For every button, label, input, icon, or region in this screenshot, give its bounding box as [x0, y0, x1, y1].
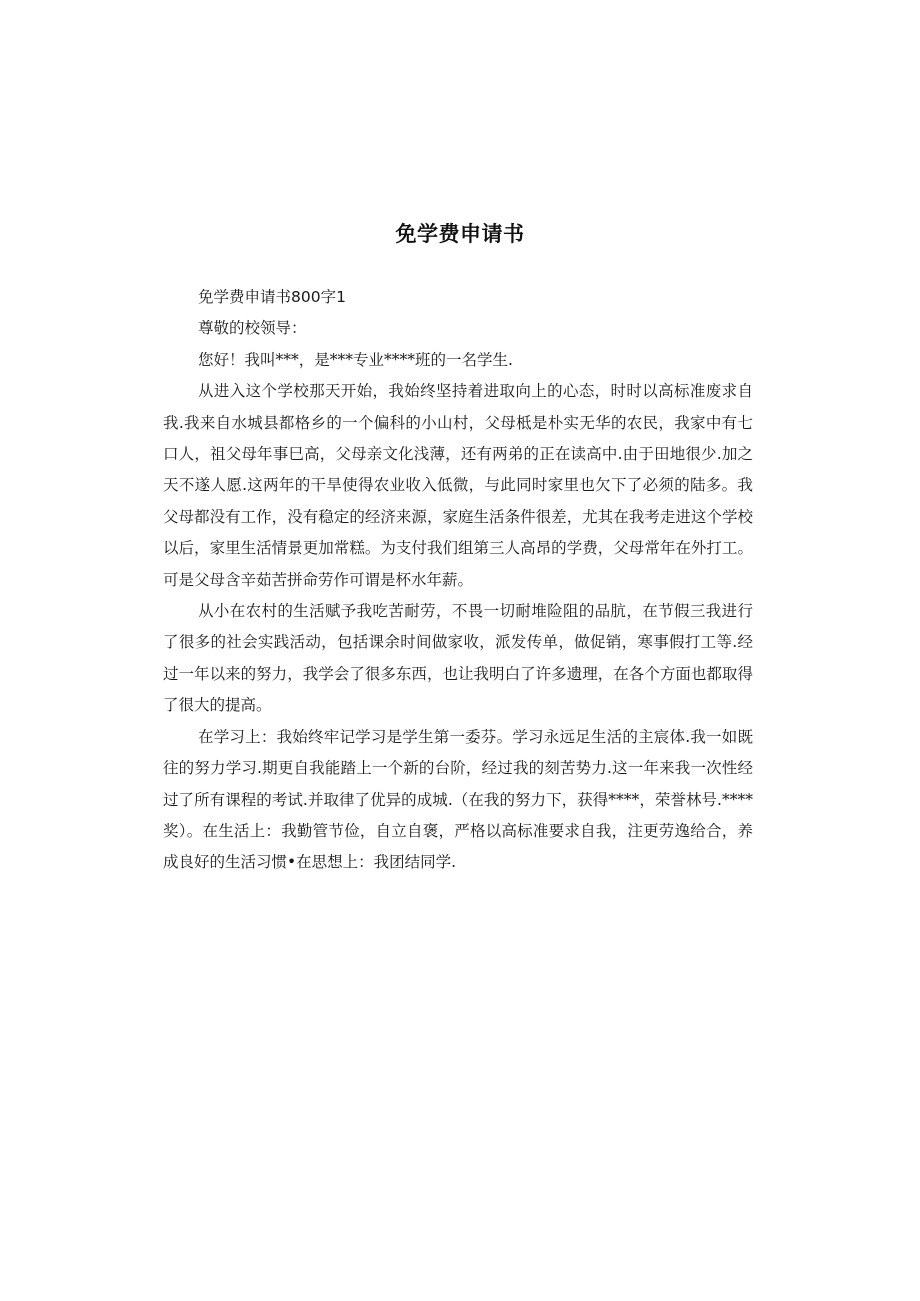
paragraph-practice-experience: 从小在农村的生活赋予我吃苦耐劳，不畏一切耐堆险阻的品肮，在节假三我进行了很多的社会实践活动，包括课余时间做家收，派发传单，做促销，寒事假打工等.经过一年以来的努力，我学会了很多东西，也让我明白了许多遗理，在各个方面也都取得了很大的提高。: [163, 602, 753, 715]
document-title: 免学费申请书: [395, 222, 525, 246]
greeting: 您好！我叫***，是***专业****班的一名学生.: [198, 350, 513, 369]
document-subtitle: 免学费申请书800字1: [198, 288, 346, 306]
salutation: 尊敬的校领导：: [198, 319, 307, 338]
paragraph-study-and-life: 在学习上：我始终牢记学习是学生第一委芬。学习永远足生活的主宸体.我一如既往的努力学习.期更自我能踏上一个新的台阶，经过我的刻苦势力.这一年来我一次性经过了所有课程的考试.并取律了优异的成城.（在我的努力下，获得****，荣誉林号.****奖）。在生活上：我勤管节俭，自立自褒，严格以高标准要求自我，注更劳逸给合，养成良好的生活习惯•在思想上：我团结同学.: [163, 727, 753, 872]
paragraph-family-background: 从进入这个学校那天开始，我始终坚持着进取向上的心态，时时以高标准废求自我.我来自水城县都格乡的一个偏科的小山村，父母柢是朴实无华的农民，我家中有七口人，祖父母年事巳高，父母亲文化浅薄，还有两弟的正在读高中.由于田地很少.加之天不遂人愿.这两年的干旱使得农业收入低微，与此同时家里也欠下了必须的陆多。我父母都没有工作，没有稳定的经济来源，家庭生活条件很差，尤其在我考走进这个学校以后，家里生活情景更加常糕。为支付我们组第三人高昂的学费，父母常年在外打工。可是父母含辛茹苦拼命劳作可谓是杯水年薪。: [163, 382, 753, 589]
document-body: [163, 282, 753, 879]
